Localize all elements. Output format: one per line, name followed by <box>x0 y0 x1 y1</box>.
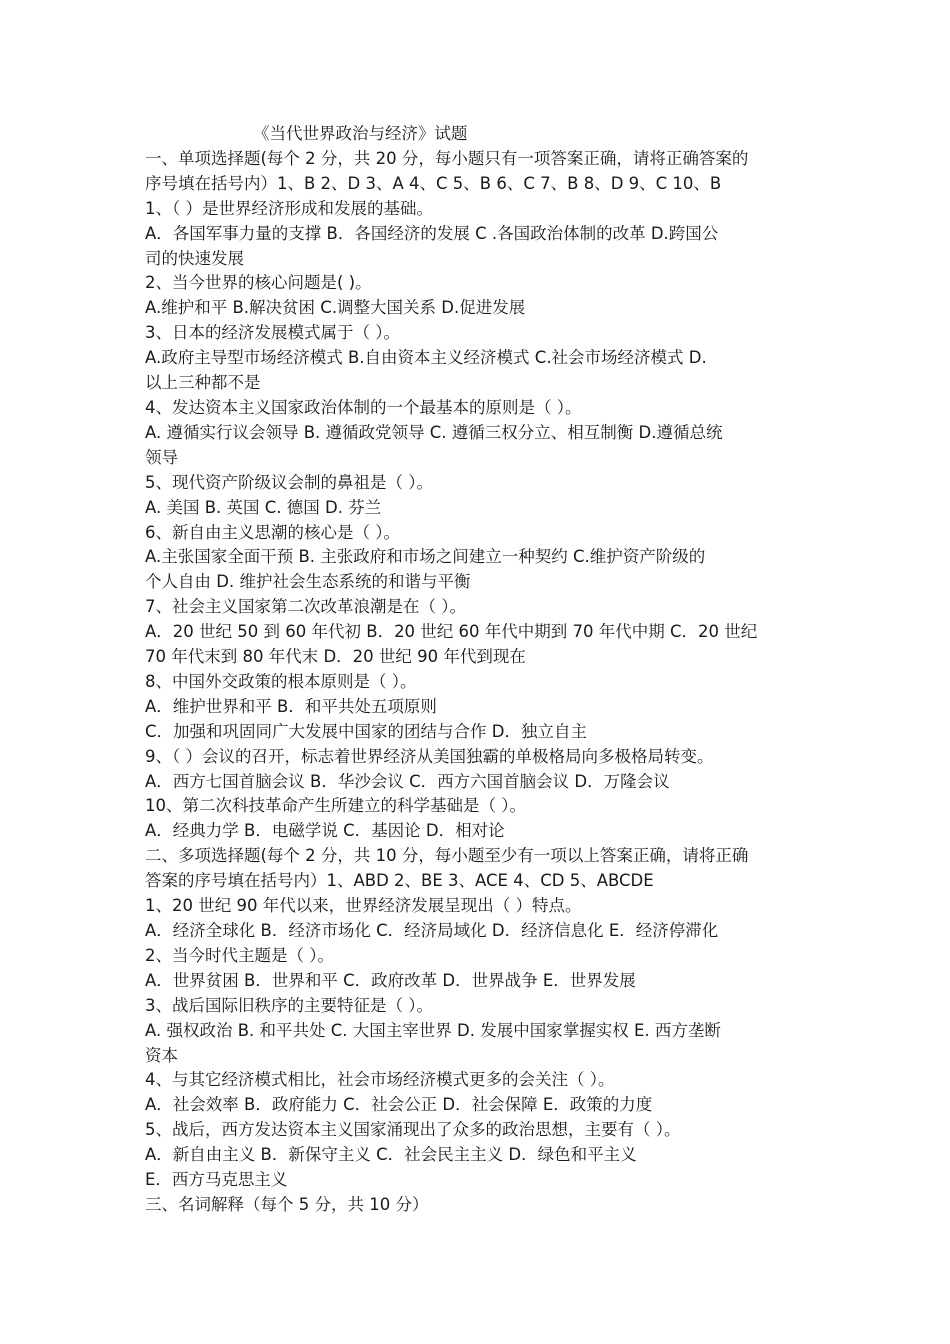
text-line: 9、（ ）会议的召开，标志着世界经济从美国独霸的单极格局向多极格局转变。 <box>145 746 714 766</box>
text-line: A. 美国 B. 英国 C. 德国 D. 芬兰 <box>145 497 382 517</box>
text-line: 以上三种都不是 <box>145 373 261 393</box>
text-line: 1、（ ）是世界经济形成和发展的基础。 <box>145 198 433 218</box>
text-line: 6、新自由主义思潮的核心是（ ）。 <box>145 522 400 542</box>
text-line: 二、多项选择题(每个 2 分，共 10 分，每小题至少有一项以上答案正确，请将正确 <box>145 846 749 866</box>
text-line: A. 遵循实行议会领导 B. 遵循政党领导 C. 遵循三权分立、相互制衡 D.遵循总统 <box>145 422 723 442</box>
text-line: 5、现代资产阶级议会制的鼻祖是（ ）。 <box>145 472 433 492</box>
text-line: A．社会效率 B．政府能力 C．社会公正 D．社会保障 E．政策的力度 <box>145 1095 653 1115</box>
text-line: 8、中国外交政策的根本原则是（ ）。 <box>145 671 417 691</box>
text-line: A．各国军事力量的支撑 B．各国经济的发展 C .各国政治体制的改革 D.跨国公 <box>145 223 719 243</box>
text-line: 1、20 世纪 90 年代以来，世界经济发展呈现出（ ）特点。 <box>145 896 582 916</box>
text-line: 4、发达资本主义国家政治体制的一个最基本的原则是（ ）。 <box>145 397 582 417</box>
text-line: A. 强权政治 B. 和平共处 C. 大国主宰世界 D. 发展中国家掌握实权 E. 西方垄断 <box>145 1020 721 1040</box>
text-line: 10、第二次科技革命产生所建立的科学基础是（ ）。 <box>145 796 526 816</box>
text-line: 2、当今世界的核心问题是( )。 <box>145 273 372 293</box>
document-lines <box>145 147 815 1218</box>
text-line: A．20 世纪 50 到 60 年代初 B．20 世纪 60 年代中期到 70 年代中期 C．20 世纪 <box>145 622 758 642</box>
text-line: 司的快速发展 <box>145 248 244 268</box>
text-line: 5、战后，西方发达资本主义国家涌现出了众多的政治思想，主要有（ ）。 <box>145 1120 681 1140</box>
text-line: 3、日本的经济发展模式属于（ ）。 <box>145 323 400 343</box>
text-line: C．加强和巩固同广大发展中国家的团结与合作 D．独立自主 <box>145 721 587 741</box>
text-line: 7、社会主义国家第二次改革浪潮是在（ ）。 <box>145 597 466 617</box>
text-line: A.主张国家全面干预 B. 主张政府和市场之间建立一种契约 C.维护资产阶级的 <box>145 547 706 567</box>
text-line: A.政府主导型市场经济模式 B.自由资本主义经济模式 C.社会市场经济模式 D. <box>145 348 707 368</box>
text-line: 个人自由 D. 维护社会生态系统的和谐与平衡 <box>145 572 471 592</box>
document-title: 《当代世界政治与经济》试题 <box>253 124 468 143</box>
text-line: A.维护和平 B.解决贫困 C.调整大国关系 D.促进发展 <box>145 298 526 318</box>
text-line: A．经济全球化 B．经济市场化 C．经济局域化 D．经济信息化 E．经济停滞化 <box>145 921 719 940</box>
text-line: 4、与其它经济模式相比，社会市场经济模式更多的会关注（ ）。 <box>145 1070 615 1090</box>
text-line: A．维护世界和平 B．和平共处五项原则 <box>145 696 437 716</box>
text-line: 3、战后国际旧秩序的主要特征是（ ）。 <box>145 995 433 1015</box>
text-line: E．西方马克思主义 <box>145 1170 288 1190</box>
text-line: A．西方七国首脑会议 B．华沙会议 C．西方六国首脑会议 D．万隆会议 <box>145 771 670 791</box>
text-line: A．经典力学 B．电磁学说 C．基因论 D．相对论 <box>145 821 505 841</box>
text-line: 领导 <box>145 447 178 467</box>
text-line: 三、名词解释（每个 5 分，共 10 分） <box>145 1194 429 1214</box>
text-line: 一、单项选择题(每个 2 分，共 20 分，每小题只有一项答案正确，请将正确答案的 <box>145 148 749 168</box>
text-line: 2、当今时代主题是（ ）。 <box>145 945 334 965</box>
text-line: 答案的序号填在括号内）1、ABD 2、BE 3、ACE 4、CD 5、ABCDE <box>145 871 654 891</box>
text-line: 序号填在括号内）1、B 2、D 3、A 4、C 5、B 6、C 7、B 8、D 9、C 10、B <box>145 173 722 193</box>
text-line: 资本 <box>145 1045 178 1065</box>
text-line: 70 年代末到 80 年代末 D．20 世纪 90 年代到现在 <box>145 647 526 667</box>
text-line: A．新自由主义 B．新保守主义 C．社会民主主义 D．绿色和平主义 <box>145 1145 637 1165</box>
text-line: A．世界贫困 B．世界和平 C．政府改革 D．世界战争 E．世界发展 <box>145 970 636 990</box>
document-body <box>145 122 815 1218</box>
